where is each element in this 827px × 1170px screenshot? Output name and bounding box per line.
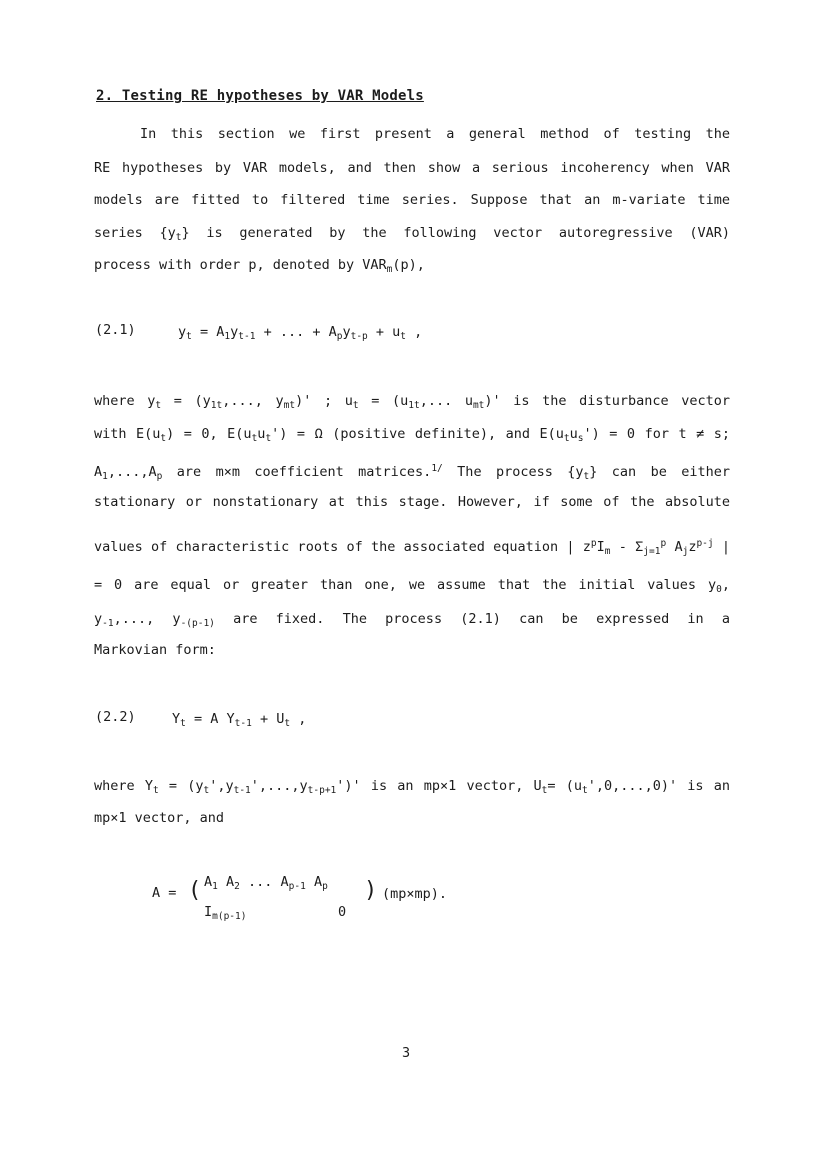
equation-2-2: $Y_t = A$ $Y_{t-1} + U_t$ , xyxy=(172,711,307,729)
paragraph-line: Markovian form: xyxy=(94,642,216,658)
paragraph-line: RE hypotheses by VAR models, and then show a serious incoherency when VAR xyxy=(94,160,730,176)
equation-number: (2.1) xyxy=(95,322,136,338)
paragraph-line: In this section we first present a general method of testing the xyxy=(140,126,730,142)
paragraph-line: where $y_t = (y_{1t}$,..., $y_{mt})'$ ; $u_t = (u_{1t}$,... $u_{mt})'$ is the disturbance vector xyxy=(94,393,730,411)
matrix-a-definition xyxy=(152,868,472,928)
matrix-dimensions: (mp×mp). xyxy=(382,886,448,902)
paragraph-line: $y_{-1}$,..., $y_{-(p-1)}$ are fixed. The process (2.1) can be expressed in a xyxy=(94,611,730,629)
paragraph-line: stationary or nonstationary at this stage. However, if some of the absolute xyxy=(94,494,730,510)
paragraph-line: values of characteristic roots of the associated equation | $z^pI_m - \Sigma_{j=1}^p$ $A_jz^{p-j}$ | xyxy=(94,538,731,557)
right-bracket: ) xyxy=(364,878,378,903)
paragraph-line: process with order p, denoted by $VAR_m(p)$, xyxy=(94,257,425,275)
paragraph-line: mp×1 vector, and xyxy=(94,810,225,826)
matrix-identity-block: $I_{m(p-1)}$ xyxy=(204,904,247,922)
paragraph-line: models are fitted to filtered time series. Suppose that an m-variate time xyxy=(94,192,730,208)
paragraph-line: with $E(u_t) = 0$, $E(u_tu_t') = \Omega$ (positive definite), and $E(u_tu_s') = 0$ for t ≠ s; xyxy=(94,426,730,444)
section-heading: 2. Testing RE hypotheses by VAR Models xyxy=(96,88,424,104)
left-bracket: ( xyxy=(188,878,202,903)
page-number: 3 xyxy=(402,1045,411,1061)
matrix-label: A = xyxy=(152,885,177,901)
paragraph-line: $A_1,...,A_p$ are m×m coefficient matrices.$^{1/}$ The process $\{y_t\}$ can be either xyxy=(94,463,731,482)
paragraph-line: series $\{y_t\}$ is generated by the following vector autoregressive (VAR) xyxy=(94,225,730,243)
equation-number: (2.2) xyxy=(95,709,136,725)
matrix-zero-block: 0 xyxy=(338,904,347,920)
matrix-row-1: $A_1$ $A_2$ ... $A_{p-1}$ $A_p$ xyxy=(204,874,328,892)
paragraph-line: where $Y_t = (y_t',y_{t-1}',...,y_{t-p+1}')'$ is an mp×1 vector, $U_t= (u_t',0,...,0)'$ is an xyxy=(94,778,730,796)
equation-2-1: $y_t = A_1y_{t-1}$ + ... + $A_py_{t-p} + u_t$ , xyxy=(178,324,423,342)
paragraph-line: = 0 are equal or greater than one, we assume that the initial values $y_0$, xyxy=(94,577,730,595)
